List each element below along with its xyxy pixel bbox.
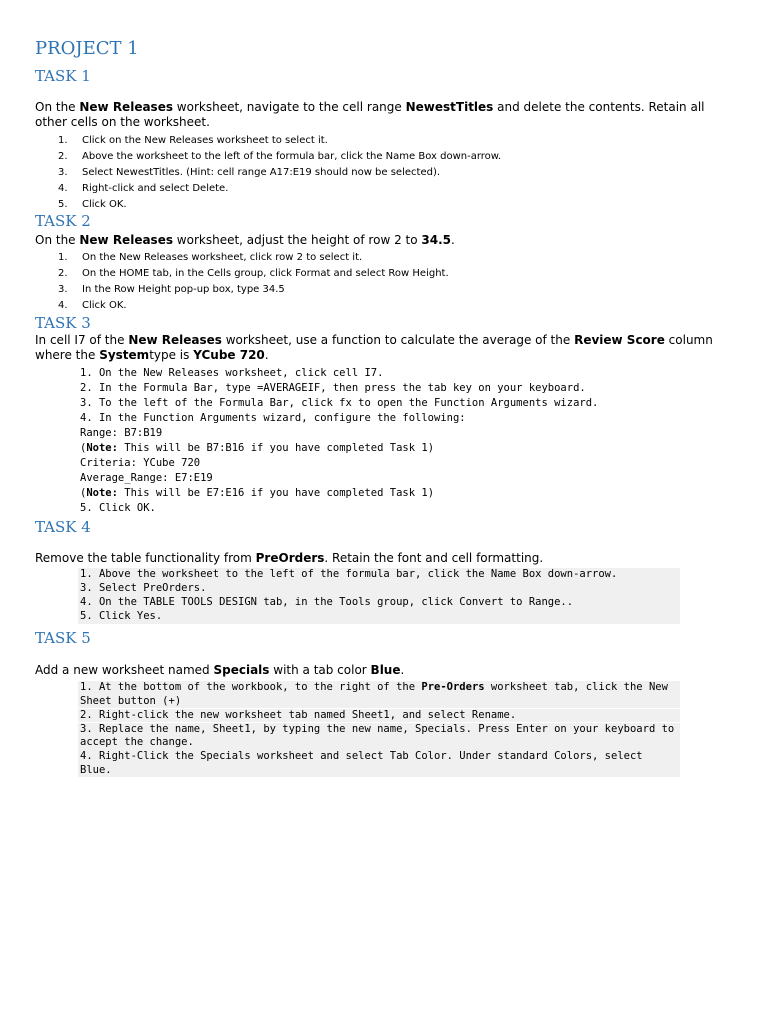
task2-description: On the New Releases worksheet, adjust the height of row 2 to 34.5. [35, 233, 455, 247]
note-line: (Note: This will be E7:E16 if you have completed Task 1) [80, 487, 435, 499]
list-item: 5. Click OK. [80, 502, 156, 514]
list-item: Criteria: YCube 720 [80, 457, 201, 469]
list-item: 3. Replace the name, Sheet1, by typing the new name, Specials. Press Enter on your keyboard to accept the change. [78, 723, 680, 750]
list-item: 5. Click Yes. [78, 610, 680, 624]
list-item: 1. On the New Releases worksheet, click cell I7. [80, 367, 384, 379]
list-item: 2. On the HOME tab, in the Cells group, click Format and select Row Height. [58, 268, 449, 279]
list-item: Average_Range: E7:E19 [80, 472, 213, 484]
list-item: 4. Right-Click the Specials worksheet and select Tab Color. Under standard Colors, select Blue. [78, 750, 680, 777]
task1-worksheet-name: New Releases [79, 100, 173, 114]
task4-steps [78, 568, 680, 624]
task1-steps [58, 133, 501, 213]
list-item: 4. Click OK. [58, 300, 127, 311]
list-item: 1. At the bottom of the workbook, to the right of the Pre-Orders worksheet tab, click the New Sheet button (+) [78, 681, 680, 708]
list-item: 1. Above the worksheet to the left of the formula bar, click the Name Box down-arrow. [78, 568, 680, 582]
list-item: 4. Right-click and select Delete. [58, 183, 229, 194]
task1-heading: TASK 1 [35, 67, 91, 85]
list-item: Range: B7:B19 [80, 427, 163, 439]
task5-steps [78, 681, 680, 778]
list-item: 2. In the Formula Bar, type =AVERAGEIF, then press the tab key on your keyboard. [80, 382, 586, 394]
list-item: 3. Select PreOrders. [78, 582, 680, 596]
list-item: 2. Right-click the new worksheet tab named Sheet1, and select Rename. [78, 709, 680, 723]
task3-heading: TASK 3 [35, 314, 91, 332]
task3-description: In cell I7 of the New Releases worksheet, use a function to calculate the average of the Review Score column where the Systemtype is YCube 720. [35, 333, 713, 362]
task2-steps [58, 250, 449, 314]
task5-heading: TASK 5 [35, 629, 91, 647]
note-line: (Note: This will be B7:B16 if you have completed Task 1) [80, 442, 435, 454]
list-item: 3. In the Row Height pop-up box, type 34.5 [58, 284, 285, 295]
list-item: 3. To the left of the Formula Bar, click fx to open the Function Arguments wizard. [80, 397, 599, 409]
task4-heading: TASK 4 [35, 518, 91, 536]
list-item: 1. Click on the New Releases worksheet to select it. [58, 135, 328, 146]
task2-heading: TASK 2 [35, 212, 91, 230]
list-item: 4. In the Function Arguments wizard, configure the following: [80, 412, 466, 424]
list-item: 5. Click OK. [58, 199, 127, 210]
task1-range-name: NewestTitles [405, 100, 494, 114]
task1-description: On the New Releases worksheet, navigate to the cell range NewestTitles and delete the contents. Retain all other cells on the worksheet. [35, 100, 705, 129]
list-item: 4. On the TABLE TOOLS DESIGN tab, in the Tools group, click Convert to Range.. [78, 596, 680, 610]
task4-description: Remove the table functionality from PreOrders. Retain the font and cell formatting. [35, 551, 544, 565]
list-item: 3. Select NewestTitles. (Hint: cell range A17:E19 should now be selected). [58, 167, 441, 178]
task3-steps [80, 366, 598, 516]
project-title: PROJECT 1 [35, 38, 139, 59]
task5-description: Add a new worksheet named Specials with a tab color Blue. [35, 663, 405, 677]
list-item: 1. On the New Releases worksheet, click row 2 to select it. [58, 252, 363, 263]
list-item: 2. Above the worksheet to the left of the formula bar, click the Name Box down-arrow. [58, 151, 502, 162]
